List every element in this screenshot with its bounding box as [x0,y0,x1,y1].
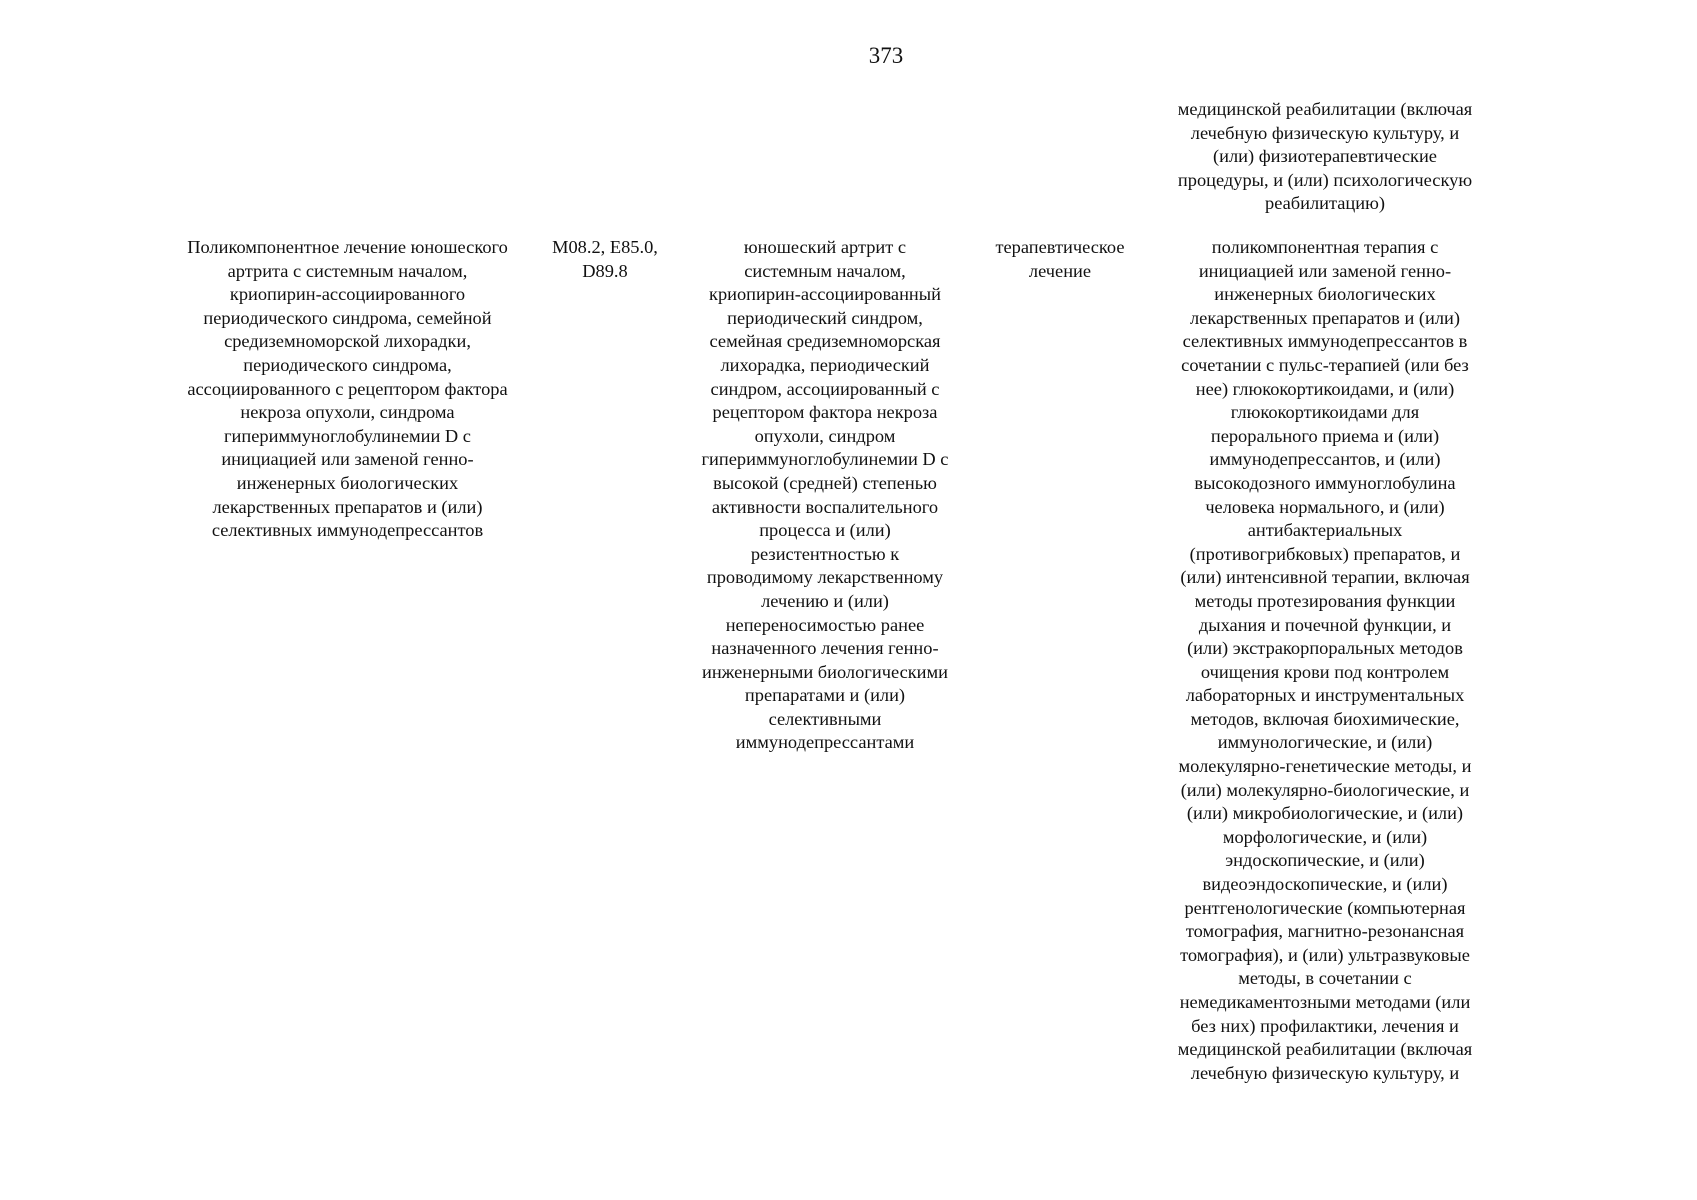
patient-model-cell: юношеский артрит с системным началом, криопирин-ассоциированный периодический синдром, семейная средиземноморская лихорадка, периодический синдром, ассоциированный с рецептором фактора некроза опухоли, синдром гипериммуноглобулинемии D с высокой (средней) степенью активности воспалительного процесса и (или) резистентностью к проводимому лекарственному лечению и (или) непереносимостью ранее назначенного лечения генно- инженерными биологическими препаратами и (или) селективными иммунодепрессантами [701,237,949,753]
treatment-type-cell: терапевтическое лечение [995,237,1125,281]
continued-method-text: медицинской реабилитации (включая лечебную физическую культуру, и (или) физиотерапевтические процедуры, и (или) психологическую реабилитацию) [1177,99,1473,214]
page-number: 373 [868,43,904,68]
treatment-method-cell: поликомпонентная терапия с инициацией или заменой генно- инженерных биологических лекарственных препаратов и (или) селективных иммунодепрессантов в сочетании с пульс-терапией (или без нее) глюкокортикоидами, и (или) глюкокортикоидами для перорального приема и (или) иммунодепрессантов, и (или) высокодозного иммуноглобулина человека нормального, и (или) антибактериальных (противогрибковых) препаратов, и (или) интенсивной терапии, включая методы протезирования функции дыхания и почечной функции, и (или) экстракорпоральных методов очищения крови под контролем лабораторных и инструментальных методов, включая биохимические, иммунологические, и (или) молекулярно-генетические методы, и (или) молекулярно-биологические, и (или) микробиологические, и (или) морфологические, и (или) эндоскопические, и (или) видеоэндоскопические, и (или) рентгенологические (компьютерная томография, магнитно-резонансная томография), и (или) ультразвуковые методы, в сочетании с немедикаментозными методами (или без них) профилактики, лечения и медицинской реабилитации (включая лечебную физическую культуру, и [1177,237,1473,1083]
intervention-name-cell: Поликомпонентное лечение юношеского артрита с системным началом, криопирин-ассоциированного периодического синдрома, семейной средиземноморской лихорадки, периодического синдрома, ассоциированного с рецептором фактора некроза опухоли, синдрома гипериммуноглобулинемии D с инициацией или заменой генно- инженерных биологических лекарственных препаратов и (или) селективных иммунодепрессантов [187,237,508,541]
icd-codes-cell: M08.2, E85.0, D89.8 [552,237,658,281]
